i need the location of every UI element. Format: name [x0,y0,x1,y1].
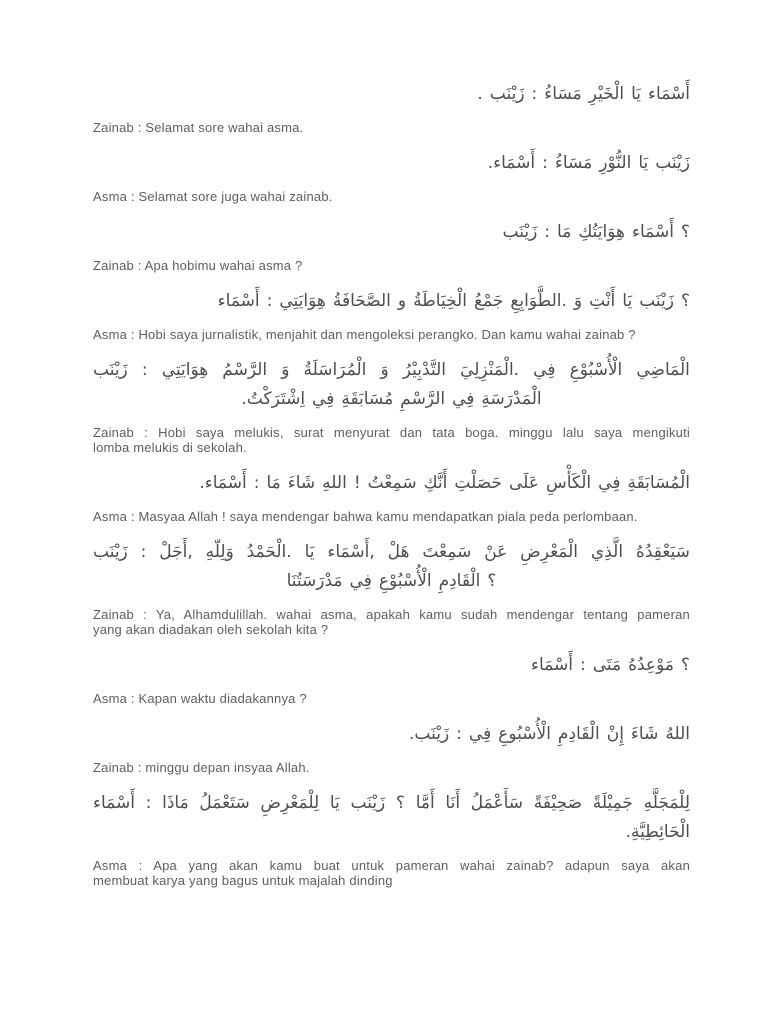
dialogue-entry-asma-ask-when [93,651,690,706]
arabic-word: ؟ [680,222,690,242]
dialogue-entry-asma-ask-what-make [93,789,690,888]
arabic-word: أَسْمَاء [217,291,260,311]
arabic-word: زَيْنَب [93,360,128,380]
arabic-word: الْقَادِمِ [557,724,600,744]
arabic-line [93,287,690,316]
arabic-word: أَنَّكِ [423,473,448,493]
translation-line: Zainab : Hobi saya melukis, surat menyurat dan tata boga. minggu lalu saya mengikuti [93,425,690,440]
arabic-word: الْحَائِطِيَّةِ. [625,822,690,842]
indonesian-translation [93,760,690,775]
arabic-word: الْخِيَاطَةُ [413,291,467,311]
arabic-word: ؟ [395,793,405,813]
arabic-word: مَاذَا [162,793,189,813]
arabic-line [93,538,690,567]
translation-line: Zainab : minggu depan insyaa Allah. [93,760,310,775]
translation-line: lomba melukis di sekolah. [93,440,247,455]
arabic-word: : [266,291,273,311]
arabic-word: و [397,291,407,311]
arabic-word: هَلْ [387,542,410,562]
arabic-line [93,218,690,247]
indonesian-translation [93,607,690,637]
arabic-word: أَنَا [445,793,461,813]
arabic-word: فِي [349,571,372,591]
arabic-line [93,149,690,178]
arabic-word: اللهِ [322,473,347,493]
arabic-word: ,أَجَلْ [159,542,193,562]
arabic-word: أَسْمَاء. [199,473,247,493]
arabic-word: زَيْنَب [489,84,525,104]
arabic-word: الْمَعْرِضِ [520,542,579,562]
arabic-block [93,80,690,109]
arabic-line [93,651,690,680]
translation-line: Zainab : Ya, Alhamdulillah. wahai asma, apakah kamu sudah mendengar tentang pameran [93,607,690,622]
arabic-word: الْمُسَابَقَةِ [627,473,690,493]
arabic-word: سَيَعْقِدُهُ [635,542,690,562]
arabic-word: حَصَلْتِ [454,473,502,493]
arabic-line [93,567,690,596]
indonesian-translation [93,509,690,524]
translation-line: Asma : Hobi saya jurnalistik, menjahit dan mengoleksi perangko. Dan kamu wahai zainab ? [93,327,636,342]
arabic-word: شَاءَ [630,724,659,744]
arabic-word: أَمَّا [415,793,435,813]
arabic-block [93,287,690,316]
translation-line: yang akan diadakan oleh sekolah kita ? [93,622,329,637]
arabic-word: فِي [533,360,556,380]
indonesian-translation [93,691,690,706]
arabic-word: وَلِلّهِ [205,542,234,562]
arabic-word: شَاءَ [287,473,316,493]
arabic-line [93,80,690,109]
arabic-word: يَا [638,153,649,173]
arabic-word: سَتَعْمَلُ [199,793,250,813]
arabic-word: صَحِيْفَةً [533,793,583,813]
arabic-word: سَمِعْتَ [422,542,472,562]
arabic-word: الرَّسْمُ [222,360,268,380]
arabic-word: مَا [266,473,281,493]
arabic-word: زَيْنَب [502,222,538,242]
indonesian-translation [93,425,690,455]
arabic-word: وَ [573,291,583,311]
indonesian-translation [93,258,690,273]
translation-line: Zainab : Selamat sore wahai asma. [93,120,304,135]
arabic-word: لِلْمَجَلَّهِ [643,793,690,813]
arabic-word: .الْحَمْدُ [246,542,292,562]
dialogue-entry-zainab-ask-hobby [93,218,690,273]
arabic-word: ؟ [487,571,497,591]
arabic-word: زَيْنَب. [409,724,450,744]
arabic-block [93,149,690,178]
dialogue-entry-zainab-greeting [93,80,690,135]
arabic-word: أَسْمَاء [93,793,135,813]
dialogue-entry-asma-mashaallah [93,469,690,524]
arabic-block [93,356,690,414]
indonesian-translation [93,858,690,888]
arabic-word: ؟ [680,291,690,311]
arabic-word: سَأَعْمَلُ [470,793,524,813]
translation-line: Asma : Masyaa Allah ! saya mendengar bahwa kamu mendapatkan piala peda perlombaan. [93,509,638,524]
translation-line: Zainab : Apa hobimu wahai asma ? [93,258,303,273]
arabic-word: الْقَادِمِ [438,571,481,591]
arabic-word: لِلْمَعْرِضِ [260,793,320,813]
arabic-word: . [477,84,483,104]
arabic-word: ! [353,473,361,493]
arabic-line [93,789,690,818]
arabic-word: الْخَيْرِ [588,84,625,104]
arabic-word: اللهُ [665,724,690,744]
arabic-word: زَيْنَب [350,793,386,813]
arabic-line [93,720,690,749]
arabic-word: إِنْ [606,724,624,744]
arabic-word: زَيْنَب [639,291,674,311]
arabic-word: فِي [312,389,335,409]
arabic-word: مُسَابَقَةِ [341,389,394,409]
arabic-word: النُّوْرِ [599,153,632,173]
arabic-word: فِي [598,473,621,493]
arabic-word: عَلَى [508,473,539,493]
arabic-block [93,651,690,680]
arabic-word: يَا [622,291,633,311]
arabic-word: ؟ [680,655,690,675]
translation-line: membuat karya yang bagus untuk majalah dinding [93,873,393,888]
dialogue-entry-zainab-hobby-answer [93,356,690,455]
arabic-word: هِوَايَتِي [161,360,209,380]
translation-line: Asma : Kapan waktu diadakannya ? [93,691,307,706]
arabic-word: أَسْمَاء [648,84,690,104]
arabic-word: اِشْتَرَكْتُ. [241,389,306,409]
arabic-word: الْمَدْرَسَةِ [481,389,542,409]
arabic-word: : [456,724,462,744]
indonesian-translation [93,189,690,204]
dialogue-entry-zainab-next-week [93,720,690,775]
arabic-block [93,218,690,247]
arabic-word: مَتَى [592,655,622,675]
arabic-word: جَمْعُ [473,291,504,311]
arabic-block [93,720,690,749]
arabic-word: : [145,793,152,813]
arabic-word: : [141,360,148,380]
arabic-block [93,789,690,847]
arabic-word: الصَّحَافَةُ [332,291,391,311]
dialogue-entry-zainab-exhibition-news [93,538,690,637]
arabic-word: يَا [304,542,315,562]
arabic-word: مَسَاءُ [544,84,582,104]
arabic-word: مَا [557,222,572,242]
arabic-word: مَدْرَسَتُنَا [286,571,343,591]
arabic-word: فِي [468,724,492,744]
arabic-word: هِوَايَتِي [279,291,326,311]
translation-line: Asma : Selamat sore juga wahai zainab. [93,189,333,204]
arabic-word: ,أَسْمَاء [327,542,375,562]
arabic-word: الْكَأْسِ [545,473,592,493]
arabic-block [93,469,690,498]
arabic-word: أَسْمَاء [632,222,674,242]
translation-line: Asma : Apa yang akan kamu buat untuk pameran wahai zainab? adapun saya akan [93,858,690,873]
arabic-word: : [542,153,548,173]
arabic-word: : [579,655,586,675]
arabic-line [93,469,690,498]
arabic-word: الَّذِي [590,542,624,562]
arabic-word: الْأُسْبُوعِ [498,724,551,744]
arabic-word: زَيْنَب [655,153,690,173]
arabic-word: فِي [452,389,475,409]
arabic-word: الْأُسْبُوْعِ [378,571,432,591]
dialogue-entry-asma-hobby-answer [93,287,690,342]
arabic-word: وَ [281,360,290,380]
arabic-word: : [544,222,551,242]
arabic-word: جَمِيْلَةً [592,793,633,813]
arabic-word: يَا [329,793,340,813]
arabic-word: أَسْمَاء [530,655,573,675]
arabic-word: .الطَّوَابِعِ [510,291,567,311]
arabic-word: الْمُرَاسَلَةُ [303,360,367,380]
arabic-line [93,385,690,414]
arabic-line [93,818,690,847]
dialogue-container [93,80,690,888]
indonesian-translation [93,120,690,135]
arabic-word: أَنْتِ [589,291,616,311]
arabic-word: وَ [380,360,389,380]
arabic-word: زَيْنَب [93,542,128,562]
arabic-word: سَمِعْتُ [367,473,417,493]
arabic-line [93,356,690,385]
dialogue-entry-asma-greeting-reply [93,149,690,204]
arabic-word: : [253,473,260,493]
arabic-word: هِوَايَتُكِ [578,222,625,242]
arabic-word: أَسْمَاء. [487,153,536,173]
arabic-word: الْأُسْبُوْعِ [569,360,623,380]
arabic-word: مَسَاءُ [554,153,593,173]
arabic-word: الْمَاضِي [636,360,690,380]
arabic-word: التَّدْبِيْرُ [402,360,446,380]
arabic-word: عَنْ [484,542,508,562]
arabic-word: يَا [631,84,642,104]
arabic-block [93,538,690,596]
arabic-word: : [531,84,538,104]
arabic-word: الرَّسْمِ [400,389,446,409]
arabic-word: .الْمَنْزِلِيَ [460,360,520,380]
arabic-word: مَوْعِدُهُ [628,655,674,675]
arabic-word: : [140,542,147,562]
indonesian-translation [93,327,690,342]
